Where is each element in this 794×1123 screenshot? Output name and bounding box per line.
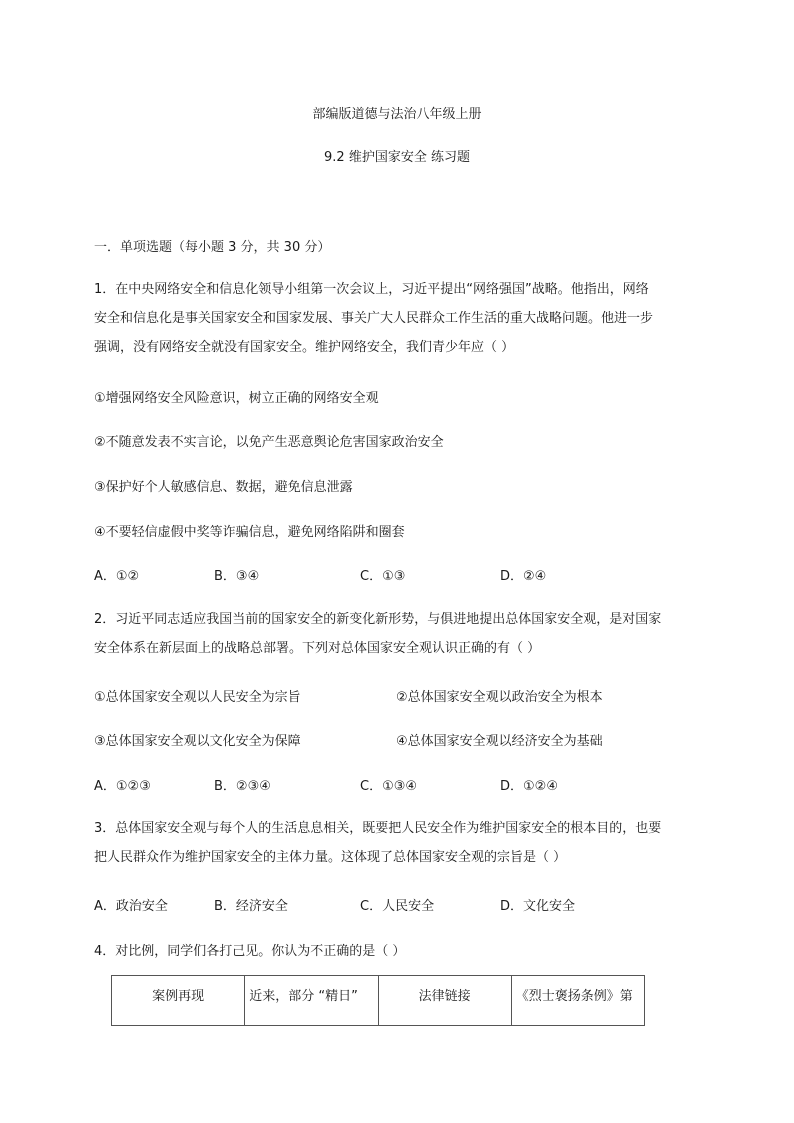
question-3-option-c: C．人民安全 (360, 899, 435, 914)
question-2-statement-3: ③总体国家安全观以文化安全为保障 (94, 734, 301, 749)
question-3-option-b: B．经济安全 (214, 899, 288, 914)
question-2-statement-1: ①总体国家安全观以人民安全为宗旨 (94, 690, 301, 705)
question-3-stem-line: 把人民群众作为维护国家安全的主体力量。这体现了总体国家安全观的宗旨是（ ） (94, 850, 567, 865)
question-3-option-d: D．文化安全 (500, 899, 576, 914)
table-cell-law-heading: 法律链接 (378, 976, 511, 1026)
table-cell-case-heading: 案例再现 (112, 976, 245, 1026)
question-1-option-d: D．②④ (500, 569, 547, 584)
question-1-statement-3: ③保护好个人敏感信息、数据，避免信息泄露 (94, 480, 353, 495)
question-2-option-d: D．①②④ (500, 779, 558, 794)
section-heading: 一．单项选题（每小题 3 分，共 30 分） (94, 240, 331, 255)
question-2-statement-2: ②总体国家安全观以政治安全为根本 (396, 690, 603, 705)
question-3-stem (94, 814, 706, 872)
question-1-stem-line: 安全和信息化是事关国家安全和国家发展、事关广大人民群众工作生活的重大战略问题。他进一步 (94, 311, 654, 326)
question-2-statement-4: ④总体国家安全观以经济安全为基础 (396, 734, 603, 749)
question-2-stem-line: 安全体系在新层面上的战略总部署。下列对总体国家安全观认识正确的有（ ） (94, 641, 541, 656)
question-4-stem: 4．对比例，同学们各打己见。你认为不正确的是（ ） (94, 944, 406, 959)
question-2-option-b: B．②③④ (214, 779, 271, 794)
question-1-stem-line: 1．在中央网络安全和信息化领导小组第一次会议上，习近平提出“网络强国”战略。他指出，网络 (94, 282, 649, 297)
question-1-option-b: B．③④ (214, 569, 260, 584)
question-4-case-table (111, 975, 645, 1026)
question-1-option-c: C．①③ (360, 569, 406, 584)
question-2-option-c: C．①③④ (360, 779, 418, 794)
table-cell-case-text: 近来，部分 “精日” (245, 976, 378, 1026)
question-3-option-a: A．政治安全 (94, 899, 168, 914)
question-1-option-a: A．①② (94, 569, 140, 584)
question-1-stem (94, 275, 706, 362)
question-1-statement-1: ①增强网络安全风险意识，树立正确的网络安全观 (94, 391, 379, 406)
question-1-statement-2: ②不随意发表不实言论，以免产生恶意舆论危害国家政治安全 (94, 435, 444, 450)
question-2-option-a: A．①②③ (94, 779, 151, 794)
question-2-stem-line: 2．习近平同志适应我国当前的国家安全的新变化新形势，与俱进地提出总体国家安全观，是对国家 (94, 612, 662, 627)
question-1-statement-4: ④不要轻信虚假中奖等诈骗信息，避免网络陷阱和圈套 (94, 525, 405, 540)
question-3-stem-line: 3．总体国家安全观与每个人的生活息息相关，既要把人民安全作为维护国家安全的根本目的，也要 (94, 821, 662, 836)
table-row (112, 976, 645, 1026)
question-1-stem-line: 强调，没有网络安全就没有国家安全。维护网络安全，我们青少年应（ ） (94, 340, 515, 355)
document-title: 部编版道德与法治八年级上册 (312, 107, 482, 122)
table-cell-law-text: 《烈士褒扬条例》第 (511, 976, 644, 1026)
document-subtitle: 9.2 维护国家安全 练习题 (324, 150, 470, 165)
question-2-stem (94, 605, 706, 663)
